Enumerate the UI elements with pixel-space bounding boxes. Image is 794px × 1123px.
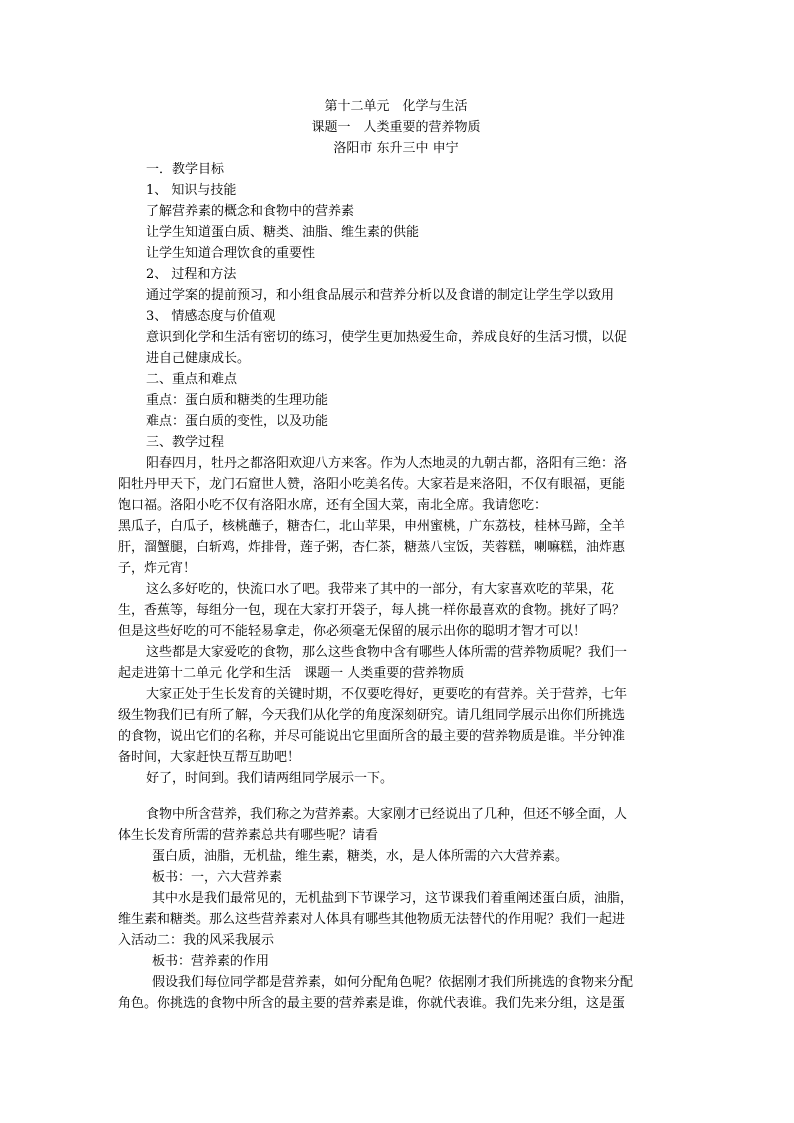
- text-line: 通过学案的提前预习，和小组食品展示和营养分析以及食谱的制定让学生学以致用: [146, 288, 615, 303]
- paragraph-line: 阳牡丹甲天下，龙门石窟世人赞，洛阳小吃美名传。大家若是来洛阳，不仅有眼福，更能: [118, 477, 626, 492]
- paragraph-line: 假设我们每位同学都是营养素，如何分配角色呢？依据刚才我们所挑选的食物来分配: [152, 975, 634, 990]
- section-heading: 三、教学过程: [146, 435, 225, 450]
- paragraph-line: 这么多好吃的，快流口水了吧。我带来了其中的一部分，有大家喜欢吃的苹果，花: [146, 582, 615, 597]
- paragraph-line: 角色。你挑选的食物中所含的最主要的营养素是谁，你就代表谁。我们先来分组，这是蛋: [118, 996, 626, 1011]
- paragraph-line: 黑瓜子，白瓜子，核桃蘸子，糖杏仁，北山苹果，申州蜜桃，广东荔枝，桂林马蹄，全羊: [118, 519, 626, 534]
- text-line: 进自己健康成长。: [146, 351, 251, 366]
- paragraph-line: 生，香蕉等，每组分一包，现在大家打开袋子，每人挑一样你最喜欢的食物。挑好了吗？: [118, 603, 626, 618]
- text-line: 重点：蛋白质和糖类的生理功能: [146, 393, 329, 408]
- paragraph-line: 子，炸元宵！: [118, 561, 197, 576]
- author-line: 洛阳市 东升三中 申宁: [333, 141, 459, 156]
- unit-title: 第十二单元 化学与生活: [324, 99, 468, 114]
- paragraph-line: 入活动二：我的风采我展示: [118, 933, 275, 948]
- text-line: 难点：蛋白质的变性，以及功能: [146, 414, 329, 429]
- paragraph-line: 大家正处于生长发育的关键时期，不仅要吃得好，更要吃的有营养。关于营养，七年: [146, 687, 628, 702]
- paragraph-line: 体生长发育所需的营养素总共有哪些呢？请看: [118, 828, 379, 843]
- board-note: 板书：一，六大营养素: [152, 870, 283, 885]
- paragraph-line: 好了，时间到。我们请两组同学展示一下。: [146, 771, 394, 786]
- paragraph-line: 这些都是大家爱吃的食物，那么这些食物中含有哪些人体所需的营养物质呢？我们一: [146, 645, 628, 660]
- paragraph-line: 其中水是我们最常见的，无机盐到下节课学习，这节课我们着重阐述蛋白质，油脂，: [152, 891, 634, 906]
- text-line: 让学生知道蛋白质、糖类、油脂、维生素的供能: [146, 225, 420, 240]
- board-note: 板书：营养素的作用: [152, 954, 270, 969]
- paragraph-line: 蛋白质，油脂，无机盐，维生素，糖类，水，是人体所需的六大营养素。: [152, 849, 569, 864]
- lesson-title: 课题一 人类重要的营养物质: [311, 120, 481, 135]
- subsection-heading: 1、 知识与技能: [146, 183, 237, 198]
- text-line: 了解营养素的概念和食物中的营养素: [146, 204, 355, 219]
- paragraph-line: 级生物我们已有所了解，今天我们从化学的角度深刻研究。请几组同学展示出你们所挑选: [118, 708, 626, 723]
- paragraph-line: 起走进第十二单元 化学和生活 课题一 人类重要的营养物质: [118, 666, 465, 681]
- text-line: 意识到化学和生活有密切的练习，使学生更加热爱生命，养成良好的生活习惯，以促: [146, 330, 628, 345]
- paragraph-line: 饱口福。洛阳小吃不仅有洛阳水席，还有全国大菜，南北全席。我请您吃：: [118, 498, 548, 513]
- section-heading: 一．教学目标: [146, 162, 225, 177]
- paragraph-line: 食物中所含营养，我们称之为营养素。大家刚才已经说出了几种，但还不够全面，人: [146, 807, 628, 822]
- section-heading: 二、重点和难点: [146, 372, 238, 387]
- paragraph-line: 的食物，说出它们的名称，并尽可能说出它里面所含的最主要的营养物质是谁。半分钟准: [118, 729, 626, 744]
- subsection-heading: 2、 过程和方法: [146, 267, 237, 282]
- paragraph-line: 备时间，大家赶快互帮互助吧！: [118, 750, 301, 765]
- paragraph-line: 肝，溜蟹腿，白斩鸡，炸排骨，莲子粥，杏仁茶，糖蒸八宝饭，芙蓉糕，喇嘛糕，油炸惠: [118, 540, 626, 555]
- paragraph-line: 维生素和糖类。那么这些营养素对人体具有哪些其他物质无法替代的作用呢？我们一起进: [118, 912, 626, 927]
- subsection-heading: 3、 情感态度与价值观: [146, 309, 276, 324]
- text-line: 让学生知道合理饮食的重要性: [146, 246, 316, 261]
- paragraph-line: 但是这些好吃的可不能轻易拿走，你必须毫无保留的展示出你的聪明才智才可以！: [118, 624, 587, 639]
- paragraph-line: 阳春四月，牡丹之都洛阳欢迎八方来客。作为人杰地灵的九朝古都，洛阳有三绝：洛: [146, 456, 628, 471]
